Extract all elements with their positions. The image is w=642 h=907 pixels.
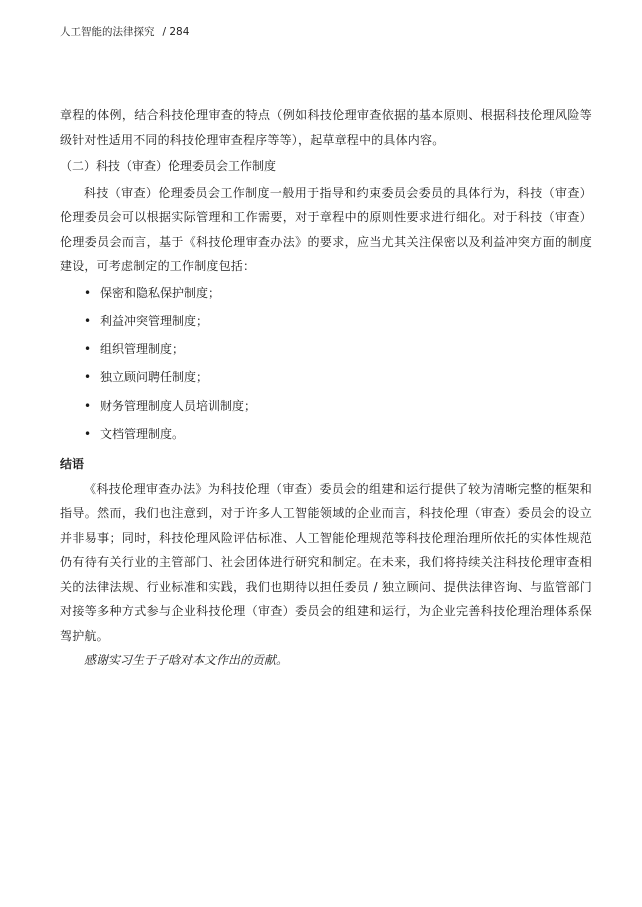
list-item <box>84 363 592 391</box>
bullet-icon: • <box>84 342 92 357</box>
list-item-text: 财务管理制度人员培训制度； <box>100 398 257 413</box>
bullet-icon: • <box>84 370 92 385</box>
list-item-text: 利益冲突管理制度； <box>100 313 209 328</box>
list-item-text: 保密和隐私保护制度； <box>100 285 221 300</box>
conclusion-paragraph: 《科技伦理审查办法》为科技伦理（审查）委员会的组建和运行提供了较为清晰完整的框架和指导。然而，我们也注意到，对于许多人工智能领域的企业而言，科技伦理（审查）委员会的设立并非易事；同时，科技伦理风险评估标准、人工智能伦理规范等科技伦理治理所依托的实体性规范仍有待有关行业的主管部门、社会团体进行研究和制定。在未来，我们将持续关注科技伦理审查相关的法律法规、行业标准和实践，我们也期待以担任委员 / 独立顾问、提供法律咨询、与监管部门对接等多种方式参与企业科技伦理（审查）委员会的组建和运行，为企业完善科技伦理治理体系保驾护航。 <box>60 481 592 643</box>
book-title: 人工智能的法律探究 <box>60 26 155 38</box>
list-item <box>84 420 592 448</box>
list-item-text: 文档管理制度。 <box>100 426 185 441</box>
conclusion-heading: 结语 <box>60 457 85 472</box>
acknowledgement: 感谢实习生于子晗对本文作出的贡献。 <box>84 653 289 668</box>
page-number: / 284 <box>162 26 190 38</box>
list-item-text: 独立顾问聘任制度； <box>100 370 209 385</box>
bullet-list <box>60 279 592 449</box>
list-item <box>84 279 592 307</box>
system-paragraph: 科技（审查）伦理委员会工作制度一般用于指导和约束委员会委员的具体行为，科技（审查）伦理委员会可以根据实际管理和工作需要，对于章程中的原则性要求进行细化。对于科技（审查）伦理委员会而言，基于《科技伦理审查办法》的要求，应当尤其关注保密以及利益冲突方面的制度建设，可考虑制定的工作制度包括： <box>60 185 592 273</box>
bullet-icon: • <box>84 426 92 441</box>
intro-paragraph: 章程的体例，结合科技伦理审查的特点（例如科技伦理审查依据的基本原则、根据科技伦理风险等级针对性适用不同的科技伦理审查程序等等），起草章程中的具体内容。 <box>60 108 592 147</box>
list-item <box>84 335 592 363</box>
list-item-text: 组织管理制度； <box>100 342 185 357</box>
bullet-icon: • <box>84 313 92 328</box>
list-item <box>84 307 592 335</box>
section-heading: （二）科技（审查）伦理委员会工作制度 <box>60 159 277 173</box>
main-content <box>60 103 592 673</box>
running-header <box>60 24 189 39</box>
bullet-icon: • <box>84 285 92 300</box>
bullet-icon: • <box>84 398 92 413</box>
list-item <box>84 392 592 420</box>
